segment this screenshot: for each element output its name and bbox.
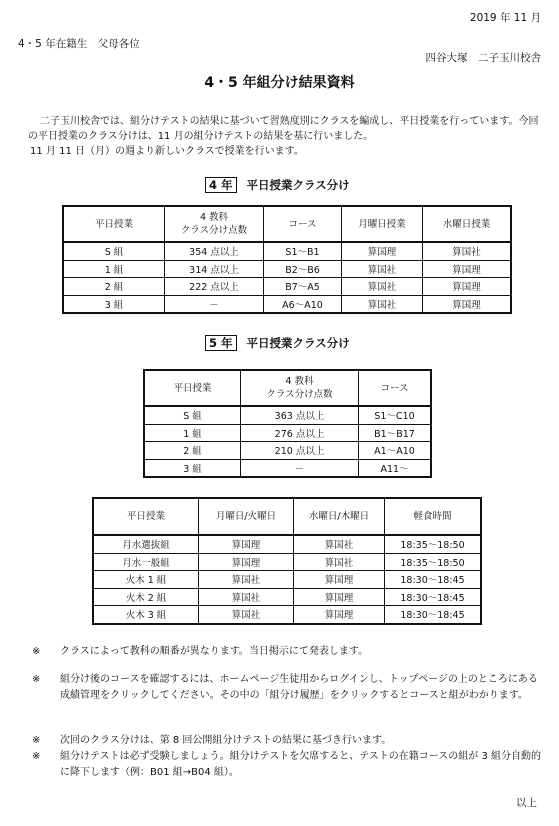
table-cell: 算国社 xyxy=(199,571,294,589)
table-header-row xyxy=(63,206,511,242)
table-row xyxy=(63,278,511,296)
table-cell: B2～B6 xyxy=(264,260,342,278)
table-cell: 算国理 xyxy=(423,295,512,313)
note-item xyxy=(32,644,547,660)
note-item xyxy=(32,749,547,781)
grade4-heading-text: 平日授業クラス分け xyxy=(246,178,350,192)
table-cell: 18:35～18:50 xyxy=(385,553,482,571)
grade5-section-heading xyxy=(205,335,350,351)
column-header: 平日授業 xyxy=(144,370,241,406)
table-cell: 算国社 xyxy=(199,606,294,624)
table-cell: 2 組 xyxy=(144,442,241,460)
table-row xyxy=(144,406,431,424)
note-text: 組分け後のコースを確認するには、ホームページ生徒用からログインし、トップページの上のところにある成績管理をクリックしてください。その中の「組分け履歴」をクリックするとコースと組がわかります。 xyxy=(60,674,538,701)
table-cell: 算国理 xyxy=(294,606,385,624)
column-header: コース xyxy=(264,206,342,242)
table-row xyxy=(93,535,481,553)
table-cell: 354 点以上 xyxy=(165,242,264,260)
table-cell: 18:30～18:45 xyxy=(385,588,482,606)
note-item xyxy=(32,672,547,704)
document-title: 4・5 年組分け結果資料 xyxy=(204,75,355,91)
table-cell: 算国社 xyxy=(342,260,423,278)
table-header-row xyxy=(144,370,431,406)
table-cell: 1 組 xyxy=(63,260,165,278)
table-cell: 算国理 xyxy=(342,242,423,260)
table-cell: 276 点以上 xyxy=(241,424,359,442)
grade4-box-label: 4 年 xyxy=(205,177,237,193)
table-row xyxy=(144,442,431,460)
grade5-class-table xyxy=(143,369,432,478)
table-cell: S 組 xyxy=(144,406,241,424)
table-cell: A1～A10 xyxy=(359,442,432,460)
grade4-section-heading xyxy=(205,177,350,193)
table-cell: B1～B17 xyxy=(359,424,432,442)
table-cell: B7～A5 xyxy=(264,278,342,296)
table-cell: 火木 1 組 xyxy=(93,571,199,589)
table-header-row xyxy=(93,498,481,535)
table-row xyxy=(93,588,481,606)
note-item xyxy=(32,733,547,749)
note-mark: ※ xyxy=(32,646,41,657)
column-header: 水曜日/木曜日 xyxy=(294,498,385,535)
table-row xyxy=(63,260,511,278)
table-row xyxy=(93,606,481,624)
table-cell: S 組 xyxy=(63,242,165,260)
table-cell: 月水選抜組 xyxy=(93,535,199,553)
column-header: 4 教科 クラス分け点数 xyxy=(241,370,359,406)
column-header: 4 教科 クラス分け点数 xyxy=(165,206,264,242)
table-row xyxy=(63,295,511,313)
table-cell: － xyxy=(241,459,359,477)
note-text: クラスによって教科の順番が異なります。当日掲示にて発表します。 xyxy=(60,646,369,657)
table-cell: － xyxy=(165,295,264,313)
table-cell: 314 点以上 xyxy=(165,260,264,278)
table-cell: 算国理 xyxy=(294,588,385,606)
table-cell: 火木 3 組 xyxy=(93,606,199,624)
table-cell: 月水一般組 xyxy=(93,553,199,571)
grade4-class-table xyxy=(62,205,512,314)
note-text: 次回のクラス分けは、第 8 回公開組分けテストの結果に基づき行います。 xyxy=(60,735,392,746)
table-cell: 算国理 xyxy=(423,260,512,278)
note-mark: ※ xyxy=(32,735,41,746)
table-cell: 1 組 xyxy=(144,424,241,442)
column-header: 月曜日授業 xyxy=(342,206,423,242)
column-header: コース xyxy=(359,370,432,406)
intro-paragraph-2: 11 月 11 日（月）の週より新しいクラスで授業を行います。 xyxy=(30,146,304,157)
table-cell: 算国社 xyxy=(199,588,294,606)
column-header: 軽食時間 xyxy=(385,498,482,535)
column-header: 平日授業 xyxy=(63,206,165,242)
table-cell: 222 点以上 xyxy=(165,278,264,296)
note-mark: ※ xyxy=(32,674,41,685)
table-row xyxy=(144,424,431,442)
grade5-schedule-table xyxy=(92,497,482,625)
closing-text: 以上 xyxy=(516,797,537,809)
table-cell: 3 組 xyxy=(63,295,165,313)
table-cell: 18:35～18:50 xyxy=(385,535,482,553)
table-row xyxy=(93,553,481,571)
table-row xyxy=(93,571,481,589)
document-date: 2019 年 11 月 xyxy=(469,12,541,24)
table-cell: 算国社 xyxy=(342,278,423,296)
table-cell: 363 点以上 xyxy=(241,406,359,424)
table-cell: 2 組 xyxy=(63,278,165,296)
grade5-heading-text: 平日授業クラス分け xyxy=(246,336,350,350)
table-row xyxy=(144,459,431,477)
table-cell: 火木 2 組 xyxy=(93,588,199,606)
table-cell: A6～A10 xyxy=(264,295,342,313)
column-header: 平日授業 xyxy=(93,498,199,535)
table-cell: 算国社 xyxy=(294,553,385,571)
table-cell: 算国理 xyxy=(199,535,294,553)
table-cell: 210 点以上 xyxy=(241,442,359,460)
table-cell: S1～C10 xyxy=(359,406,432,424)
intro-text xyxy=(28,114,540,159)
table-cell: 算国社 xyxy=(423,242,512,260)
table-cell: 18:30～18:45 xyxy=(385,571,482,589)
table-row xyxy=(63,242,511,260)
table-cell: 18:30～18:45 xyxy=(385,606,482,624)
table-cell: 算国理 xyxy=(423,278,512,296)
audience-line: 4・5 年在籍生 父母各位 xyxy=(18,38,140,50)
table-cell: 3 組 xyxy=(144,459,241,477)
school-name: 四谷大塚 二子玉川校舎 xyxy=(425,52,541,64)
intro-paragraph-1: 二子玉川校舎では、組分けテストの結果に基づいて習熟度別にクラスを編成し、平日授業を行っています。今回の平日授業のクラス分けは、11 月の組分けテストの結果を基に行いました。 xyxy=(28,116,539,142)
table-cell: 算国社 xyxy=(294,535,385,553)
table-cell: 算国理 xyxy=(294,571,385,589)
column-header: 水曜日授業 xyxy=(423,206,512,242)
table-cell: S1～B1 xyxy=(264,242,342,260)
grade5-box-label: 5 年 xyxy=(205,335,237,351)
table-cell: 算国社 xyxy=(342,295,423,313)
table-cell: 算国理 xyxy=(199,553,294,571)
note-text: 組分けテストは必ず受験しましょう。組分けテストを欠席すると、テストの在籍コースの組が 3 組分自動的に降下します（例：B01 組→B04 組）。 xyxy=(60,751,542,778)
table-cell: A11～ xyxy=(359,459,432,477)
note-mark: ※ xyxy=(32,751,41,762)
column-header: 月曜日/火曜日 xyxy=(199,498,294,535)
